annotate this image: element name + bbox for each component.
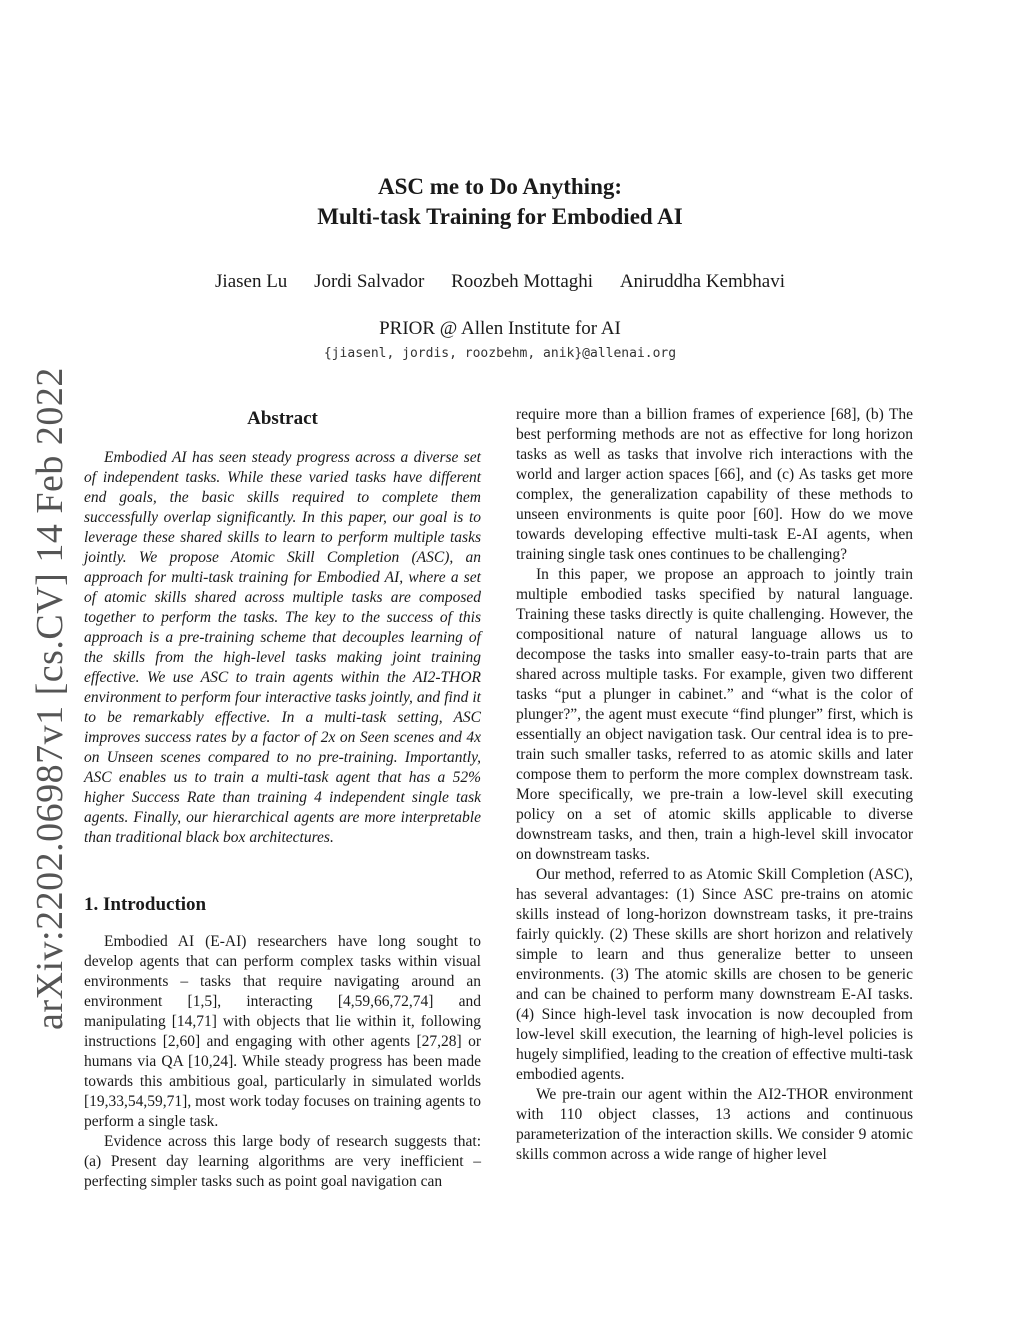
paragraph: In this paper, we propose an approach to jointly train multiple embodied tasks specified by natural language. Training these tasks directly is quite challenging. However, the compositional nature of natural language allows us to decompose the tasks into smaller easy-to-train parts that are shared across multiple tasks. For example, given two different tasks “put a plunger in cabinet.” and “what is the color of plunger?”, the agent must execute “find plunger” first, which is essentially an object navigation task. Our central idea is to pre-train such smaller tasks, referred to as atomic skills and later compose them to perform the more complex downstream task. More specifically, we pre-train a low-level skill executing policy on a set of atomic skills applicable to diverse downstream tasks, and then, train a high-level skill invocator on downstream tasks. <box>516 566 913 863</box>
right-column <box>516 405 913 1165</box>
paragraph: Evidence across this large body of research suggests that: (a) Present day learning algorithms are very inefficient – perfecting simpler tasks such as point goal navigation can <box>84 1133 481 1190</box>
author-name: Roozbeh Mottaghi <box>451 271 594 292</box>
author-name: Jordi Salvador <box>314 271 425 292</box>
left-column <box>84 405 481 1192</box>
section-heading-introduction: 1. Introduction <box>84 894 207 915</box>
author-name: Aniruddha Kembhavi <box>619 271 785 292</box>
author-emails: {jiasenl, jordis, roozbehm, anik}@allenai.org <box>323 346 677 361</box>
author-list <box>0 270 1000 294</box>
paragraph: require more than a billion frames of experience [68], (b) The best performing methods are not as effective for long horizon tasks as well as tasks that involve rich interactions with the world and larger action spaces [66], and (c) As tasks get more complex, the generalization capability of these methods to unseen environments is quite poor [60]. How do we move towards developing effective multi-task E-AI agents, when training single task ones continues to be challenging? <box>516 406 913 563</box>
paragraph: Embodied AI (E-AI) researchers have long sought to develop agents that can perform complex tasks within visual environments – tasks that require navigating around an environment [1,5], interacting [4,59,66,72,74] and manipulating [14,71] with objects that lie within it, following instructions [2,60] and engaging with other agents [27,28] or humans via QA [10,24]. While steady progress has been made towards this ambitious goal, particularly in simulated worlds [19,33,54,59,71], most work today focuses on training agents to perform a single task. <box>84 933 481 1130</box>
paragraph: We pre-train our agent within the AI2-THOR environment with 110 object classes, 13 actions and continuous parameterization of the interaction skills. We consider 9 atomic skills common across a wide range of higher level <box>516 1086 913 1163</box>
arxiv-identifier: arXiv:2202.06987v1 [cs.CV] 14 Feb 2022 <box>29 367 71 1030</box>
affiliation: PRIOR @ Allen Institute for AI <box>379 318 621 339</box>
abstract-body: Embodied AI has seen steady progress across a diverse set of independent tasks. While these varied tasks have different end goals, the basic skills required to complete them successfully overlap significantly. In this paper, our goal is to leverage these shared skills to learn to perform multiple tasks jointly. We propose Atomic Skill Completion (ASC), an approach for multi-task training for Embodied AI, where a set of atomic skills shared across multiple tasks are composed together to perform the tasks. The key to the success of this approach is a pre-training scheme that decouples learning of the skills from the high-level tasks making joint training effective. We use ASC to train agents within the AI2-THOR environment to perform four interactive tasks jointly, and find it to be remarkably effective. In a multi-task setting, ASC improves success rates by a factor of 2x on Seen scenes and 4x on Unseen scenes compared to no pre-training. Importantly, ASC enables us to train a multi-task agent that has a 52% higher Success Rate than training 4 independent single task agents. Finally, our hierarchical agents are more interpretable than traditional black box architectures. <box>84 449 481 846</box>
title-line-2: Multi-task Training for Embodied AI <box>317 204 683 229</box>
author-name: Jiasen Lu <box>215 271 288 292</box>
title-line-1: ASC me to Do Anything: <box>377 174 623 199</box>
paper-title <box>0 172 1000 232</box>
abstract-heading: Abstract <box>247 408 318 429</box>
paragraph: Our method, referred to as Atomic Skill Completion (ASC), has several advantages: (1) Since ASC pre-trains on atomic skills instead of long-horizon downstream tasks, it pre-trains fairly quickly. (2) These skills are short horizon and relatively simple to learn and thus generalize better to unseen environments. (3) The atomic skills are chosen to be generic and can be chained to perform many downstream E-AI tasks. (4) Since high-level task invocation is now decoupled from low-level skill execution, the learning of high-level policies is hugely simplified, leading to the creation of effective multi-task embodied agents. <box>516 866 913 1083</box>
